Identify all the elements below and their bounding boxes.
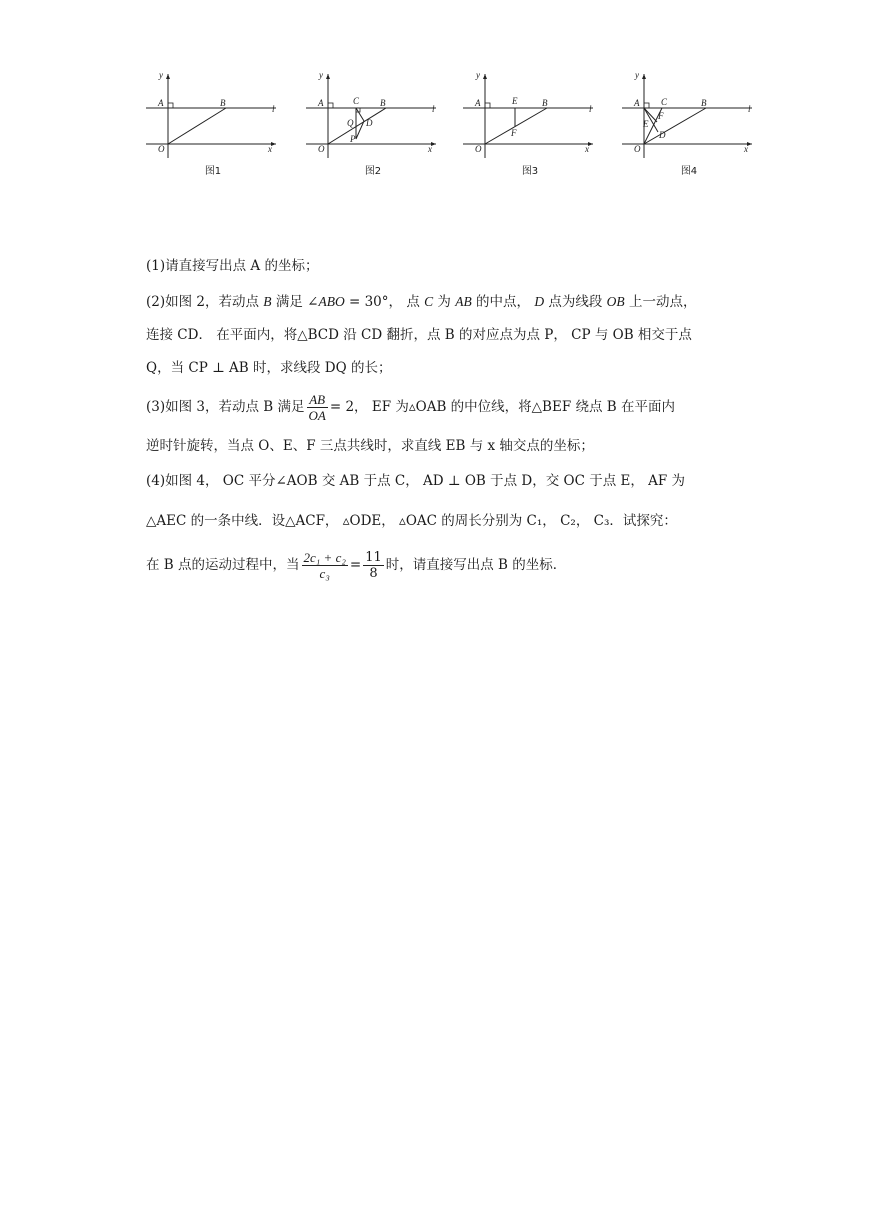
label-A: A [634, 98, 640, 108]
question-1: (1)请直接写出点 A 的坐标； [146, 258, 319, 274]
label-B: B [380, 98, 386, 108]
label-O: O [318, 144, 325, 154]
label-E: E [643, 119, 649, 129]
figure-2-diagram [298, 66, 448, 162]
figure-1-diagram [138, 66, 288, 162]
label-l: l [432, 104, 435, 114]
label-P: P [350, 134, 356, 144]
label-D: D [366, 118, 373, 128]
figure-3-caption: 图3 [521, 166, 539, 177]
label-B: B [220, 98, 226, 108]
question-4-line-3: 在 B 点的运动过程中，当 $\frac{\text{2c₁ + c₂}}{\text{c₃}}$ = $\frac{11}{8}$ 时，请直接写出点 B 的坐标． [146, 550, 567, 581]
label-F: F [658, 111, 664, 121]
question-4-line-1: (4)如图 4， OC 平分∠AOB 交 AB 于点 C， AD ⊥ OB 于点 D，交 OC 于点 E， AF 为 [146, 473, 686, 489]
label-A: A [475, 98, 481, 108]
label-E: E [512, 96, 518, 106]
figure-2-caption: 图2 [364, 166, 382, 177]
fraction-c-ratio: $\frac{\text{2c₁ + c₂}}{\text{c₃}}$ [303, 550, 346, 581]
label-l: l [589, 104, 592, 114]
label-O: O [475, 144, 482, 154]
label-l: l [272, 104, 275, 114]
label-B: B [701, 98, 707, 108]
label-O: O [634, 144, 641, 154]
question-3-line-2: 逆时针旋转，当点 O、E、F 三点共线时，求直线 EB 与 x 轴交点的坐标； [146, 438, 594, 454]
label-x: x [585, 144, 589, 154]
label-O: O [158, 144, 165, 154]
fraction-11-8: $\frac{11}{8}$ [365, 550, 382, 581]
label-A: A [318, 98, 324, 108]
label-y: y [635, 70, 639, 80]
figure-4 [614, 66, 764, 176]
label-C: C [353, 96, 360, 106]
label-A: A [158, 98, 164, 108]
label-y: y [319, 70, 323, 80]
label-l: l [748, 104, 751, 114]
figure-3-diagram [455, 66, 605, 162]
question-2-line-1: (2)如图 2，若动点 B 满足 ∠ABO = 30°， 点 C 为 AB 的中点， D 点为线段 OB 上一动点， [146, 294, 697, 310]
label-C: C [661, 97, 668, 107]
figure-2 [298, 66, 448, 176]
question-2-line-3: Q，当 CP ⊥ AB 时，求线段 DQ 的长； [146, 360, 392, 376]
question-3-line-1: (3)如图 3，若动点 B 满足 $\frac{AB}{OA}$ = 2， EF 为▵OAB 的中位线，将△BEF 绕点 B 在平面内 [146, 392, 675, 423]
label-y: y [159, 70, 163, 80]
question-4-line-2: △AEC 的一条中线．设△ACF， ▵ODE， ▵OAC 的周长分别为 C₁， C₂， C₃．试探究： [146, 513, 677, 529]
label-y: y [476, 70, 480, 80]
figures-row [138, 66, 758, 176]
fraction-ab-oa: $\frac{AB}{OA}$ [308, 392, 326, 423]
figure-4-diagram [614, 66, 764, 162]
figure-1-caption: 图1 [204, 166, 222, 177]
label-Q: Q [347, 118, 354, 128]
label-x: x [268, 144, 272, 154]
figure-1 [138, 66, 288, 176]
question-2-line-2: 连接 CD． 在平面内，将△BCD 沿 CD 翻折，点 B 的对应点为点 P， CP 与 OB 相交于点 [146, 327, 692, 343]
label-F: F [511, 128, 517, 138]
label-x: x [428, 144, 432, 154]
figure-3 [455, 66, 605, 176]
figure-4-caption: 图4 [680, 166, 698, 177]
label-D: D [659, 130, 666, 140]
label-x: x [744, 144, 748, 154]
label-B: B [542, 98, 548, 108]
